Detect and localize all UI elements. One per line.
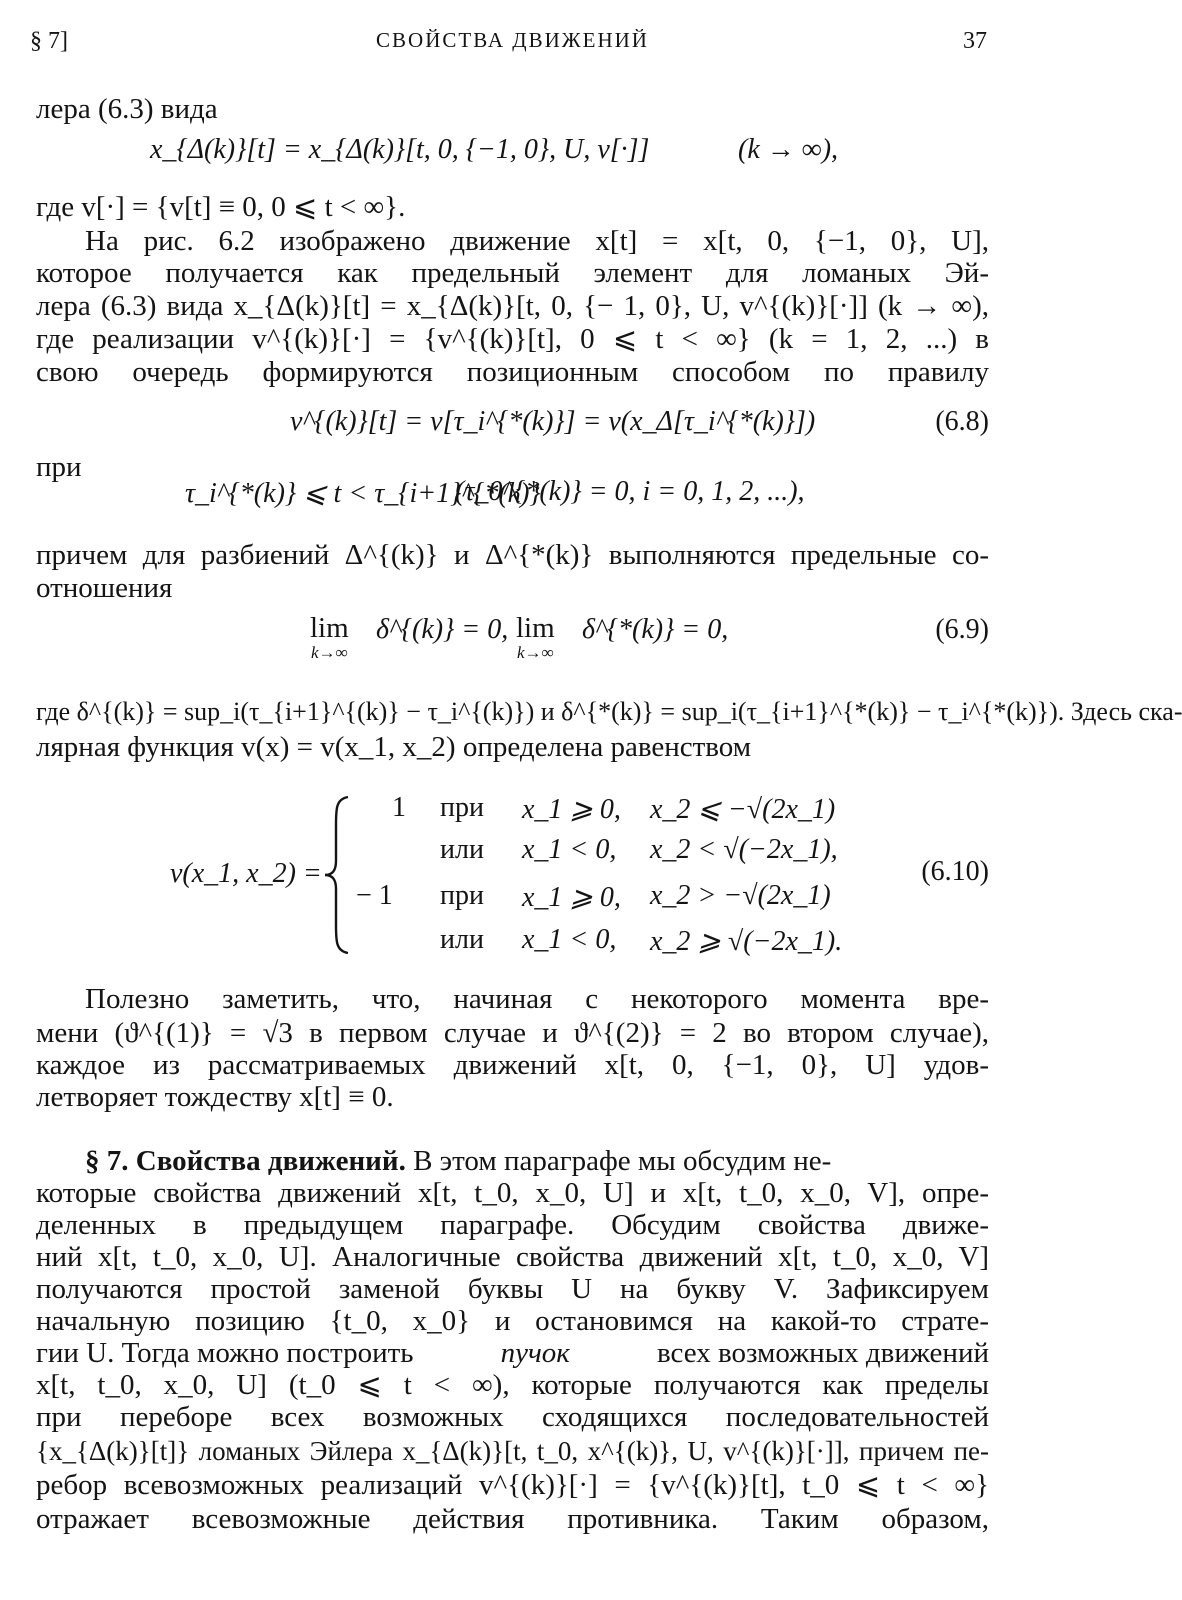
text-line: отношения: [36, 572, 173, 604]
text-line: лярная функция v(x) = v(x_1, x_2) определена равенством: [36, 731, 752, 763]
text-line: начальную позицию {t_0, x_0} и остановимся на какой-то страте-: [36, 1305, 989, 1337]
text-line: причем для разбиений Δ^{(k)} и Δ^{*(k)} выполняются предельные со-: [36, 539, 989, 571]
text-line: отражает всевозможные действия противника. Таким образом,: [36, 1503, 989, 1535]
page-number: 37: [963, 28, 987, 54]
text-fragment: гии U. Тогда можно построить: [36, 1337, 414, 1369]
piecewise-value: 1: [392, 792, 406, 823]
equation-tail: (k → ∞),: [738, 134, 839, 165]
section-heading: § 7. Свойства движений.: [85, 1145, 406, 1177]
text-fragment: всех возможных движений: [656, 1337, 989, 1369]
text-line: ний x[t, t_0, x_0, U]. Аналогичные свойства движений x[t, t_0, x_0, V]: [36, 1241, 989, 1273]
text-line: каждое из рассматриваемых движений x[t, 0, {−1, 0}, U] удов-: [36, 1049, 989, 1081]
equation-6-9-right: δ^{*(k)} = 0,: [582, 614, 729, 645]
text-line: при: [36, 451, 82, 483]
text-line: свою очередь формируются позиционным способом по правилу: [36, 356, 989, 388]
text-line: {x_{Δ(k)}[t]} ломаных Эйлера x_{Δ(k)}[t, t_0, x^{(k)}, U, v^{(k)}[·]], причем пе-: [36, 1436, 989, 1466]
text-line: летворяет тождеству x[t] ≡ 0.: [36, 1081, 394, 1113]
equation-number: (6.10): [921, 856, 989, 887]
piecewise-word: или: [440, 924, 484, 955]
text-line: где v[·] = {v[t] ≡ 0, 0 ⩽ t < ∞}.: [36, 191, 406, 223]
header-title: СВОЙСТВА ДВИЖЕНИЙ: [376, 28, 649, 52]
text-line: которые свойства движений x[t, t_0, x_0, U] и x[t, t_0, x_0, V], опре-: [36, 1177, 989, 1209]
text-line: которое получается как предельный элемент для ломаных Эй-: [36, 257, 989, 289]
equation-number: (6.9): [935, 614, 989, 645]
piecewise-word: при: [440, 880, 484, 911]
text-line: деленных в предыдущем параграфе. Обсудим свойства движе-: [36, 1209, 989, 1241]
limit-subscript: k→∞: [311, 643, 348, 662]
text-line: ребор всевозможных реализаций v^{(k)}[·] = {v^{(k)}[t], t_0 ⩽ t < ∞}: [36, 1469, 989, 1501]
left-brace: [322, 795, 352, 955]
text-line: где δ^{(k)} = sup_i(τ_{i+1}^{(k)} − τ_i^{(k)}) и δ^{*(k)} = sup_i(τ_{i+1}^{*(k)} − τ_i^{*(k)}). Здесь ска-: [36, 697, 1182, 726]
piecewise-condition: x_2 ⩾ √(−2x_1).: [650, 926, 843, 957]
header-section: § 7]: [30, 28, 68, 54]
piecewise-condition: x_2 ⩽ −√(2x_1): [650, 794, 836, 825]
piecewise-word: или: [440, 834, 484, 865]
text-line: Полезно заметить, что, начиная с некоторого момента вре-: [85, 983, 989, 1015]
limit-subscript: k→∞: [517, 643, 554, 662]
equation-6-8: v^{(k)}[t] = v[τ_i^{*(k)}] = v(x_Δ[τ_i^{*(k)}]): [290, 406, 816, 437]
text-line: получаются простой заменой буквы U на букву V. Зафиксируем: [36, 1273, 989, 1305]
piecewise-condition: x_1 < 0,: [522, 834, 617, 865]
piecewise-condition: x_1 < 0,: [522, 924, 617, 955]
text-line: лера (6.3) вида: [36, 93, 218, 125]
piecewise-condition: x_2 > −√(2x_1): [650, 880, 831, 911]
text-line: x[t, t_0, x_0, U] (t_0 ⩽ t < ∞), которые получаются как пределы: [36, 1369, 989, 1401]
italic-term: пучок: [500, 1337, 570, 1369]
piecewise-value: − 1: [356, 880, 393, 911]
limit-operator: [516, 612, 555, 663]
piecewise-word: при: [440, 792, 484, 823]
limit-word: lim: [310, 612, 349, 644]
equation-condition: (τ_0^{*(k)} = 0, i = 0, 1, 2, ...),: [455, 476, 805, 507]
text-line: мени (ϑ^{(1)} = √3 в первом случае и ϑ^{(2)} = 2 во втором случае),: [36, 1017, 989, 1049]
piecewise-condition: x_1 ⩾ 0,: [522, 882, 621, 913]
text-line: при переборе всех возможных сходящихся последовательностей: [36, 1401, 989, 1433]
limit-word: lim: [516, 612, 555, 644]
piecewise-lhs: v(x_1, x_2) =: [170, 858, 322, 889]
text-line: На рис. 6.2 изображено движение x[t] = x[t, 0, {−1, 0}, U],: [85, 225, 989, 257]
section-text: В этом параграфе мы обсудим не-: [413, 1145, 832, 1177]
text-line: лера (6.3) вида x_{Δ(k)}[t] = x_{Δ(k)}[t, 0, {− 1, 0}, U, v^{(k)}[·]] (k → ∞),: [36, 290, 989, 322]
equation-line: x_{Δ(k)}[t] = x_{Δ(k)}[t, 0, {−1, 0}, U, v[·]]: [150, 134, 650, 165]
piecewise-condition: x_2 < √(−2x_1),: [650, 834, 838, 865]
text-line: где реализации v^{(k)}[·] = {v^{(k)}[t], 0 ⩽ t < ∞} (k = 1, 2, ...) в: [36, 323, 989, 355]
limit-operator: [310, 612, 349, 663]
equation-6-9-left: δ^{(k)} = 0,: [376, 614, 509, 645]
equation-condition: τ_i^{*(k)} ⩽ t < τ_{i+1}^{*(k)}: [185, 478, 541, 509]
section-heading-line: [85, 1146, 989, 1177]
equation-number: (6.8): [935, 406, 989, 437]
text-line-italic-term: [36, 1338, 989, 1369]
piecewise-condition: x_1 ⩾ 0,: [522, 794, 621, 825]
